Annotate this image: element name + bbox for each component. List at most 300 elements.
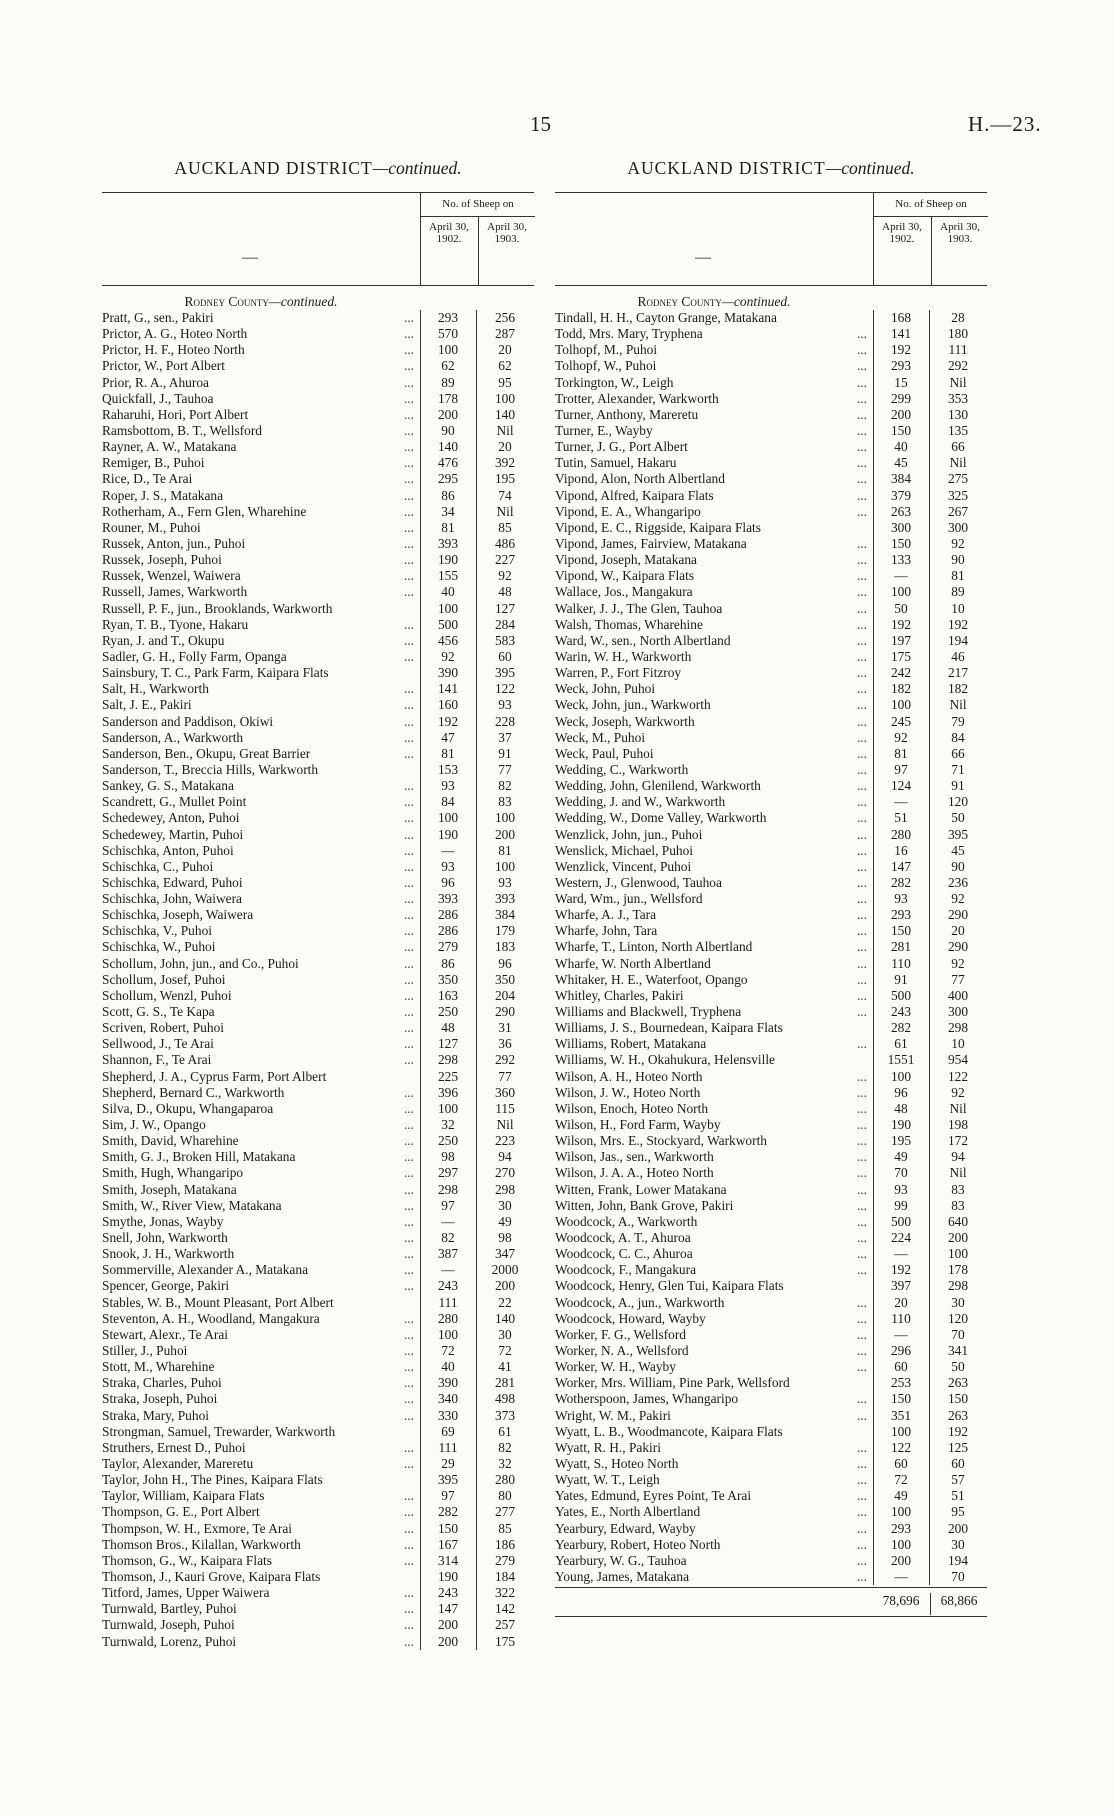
table-row — [102, 1020, 534, 1036]
table-row — [102, 1085, 534, 1101]
table-row — [555, 697, 987, 713]
sheep-1902: 86 — [441, 487, 455, 503]
table-row — [555, 988, 987, 1004]
table-row — [555, 1408, 987, 1424]
leader-dots: ... — [856, 761, 867, 777]
sheep-1902: 314 — [437, 1552, 459, 1568]
sheep-1903: 198 — [947, 1117, 969, 1133]
leader-dots: ... — [403, 648, 414, 664]
sheep-1903: 290 — [947, 907, 969, 923]
sheep-1903: 373 — [494, 1407, 516, 1423]
sheep-1902: 282 — [890, 874, 912, 890]
owner-name: Worker, W. H., Wayby ... — [555, 1359, 867, 1375]
table-row — [102, 1311, 534, 1327]
leader-dots: ... — [403, 1536, 414, 1552]
sheep-1902: 72 — [441, 1343, 455, 1358]
leader-dots: ... — [403, 1262, 414, 1278]
owner-name: Sellwood, J., Te Arai ... — [102, 1036, 414, 1052]
owner-name: Raharuhi, Hori, Port Albert ... — [102, 406, 414, 422]
owner-name: Wright, W. M., Pakiri ... — [555, 1407, 867, 1423]
sheep-1903: 94 — [498, 1149, 512, 1165]
sheep-1903: 92 — [951, 535, 965, 551]
owner-name: Yearbury, Edward, Wayby ... — [555, 1520, 867, 1536]
district-title: AUCKLAND DISTRICT—continued. — [627, 158, 915, 178]
sheep-1903: 98 — [498, 1230, 512, 1246]
owner-name: Witten, Frank, Lower Matakana ... — [555, 1181, 867, 1197]
owner-name: Wyatt, L. B., Woodmancote, Kaipara Flats — [555, 1423, 783, 1439]
sheep-1902: 60 — [894, 1359, 908, 1375]
owner-name: Wilson, Enoch, Hoteo North ... — [555, 1100, 867, 1116]
col-1902-header: April 30, 1902. — [882, 221, 922, 245]
table-row — [102, 423, 534, 439]
sheep-1903: 115 — [495, 1100, 515, 1116]
sheep-1902: 127 — [437, 1036, 459, 1052]
owner-name: Smith, G. J., Broken Hill, Matakana ... — [102, 1149, 414, 1165]
table-row — [102, 1230, 534, 1246]
sheep-1903: 290 — [494, 1004, 516, 1020]
table-row — [102, 617, 534, 633]
owner-name: Russek, Anton, jun., Puhoi ... — [102, 535, 414, 551]
sheep-1903: 77 — [498, 761, 512, 777]
sheep-1902: 141 — [890, 326, 912, 342]
leader-dots: ... — [856, 342, 867, 358]
leader-dots: ... — [856, 535, 867, 551]
sheep-1902: 197 — [890, 632, 912, 648]
owner-name: Ward, W., sen., North Albertland ... — [555, 632, 867, 648]
table-row — [555, 649, 987, 665]
sheep-1902: 224 — [890, 1230, 912, 1246]
leader-dots: ... — [856, 358, 867, 374]
sheep-1903: 263 — [947, 1407, 969, 1423]
header-dash: — — [695, 249, 711, 266]
owner-name: Schischka, W., Puhoi ... — [102, 939, 414, 955]
sheep-1903: 90 — [951, 552, 965, 568]
table-row — [555, 358, 987, 374]
table-row — [102, 1117, 534, 1133]
sheep-1902: 122 — [890, 1439, 912, 1455]
leader-dots: ... — [856, 568, 867, 584]
sheep-1903: 194 — [947, 1552, 969, 1568]
leader-dots: ... — [856, 1213, 867, 1229]
owner-name: Whitley, Charles, Pakiri ... — [555, 987, 867, 1003]
sheep-1903: 22 — [498, 1294, 512, 1310]
leader-dots: ... — [403, 697, 414, 713]
table-row — [102, 1424, 534, 1440]
leader-dots: ... — [403, 1310, 414, 1326]
sheep-1902: 500 — [890, 1213, 912, 1229]
sheep-1902: 100 — [890, 1423, 912, 1439]
leader-dots: ... — [856, 1246, 867, 1262]
sheep-1902: 34 — [441, 503, 455, 519]
sheep-1902: 100 — [890, 1068, 912, 1084]
owner-name: Wyatt, S., Hoteo North ... — [555, 1455, 867, 1471]
sheep-1902: 253 — [890, 1375, 912, 1391]
owner-name: Worker, Mrs. William, Pine Park, Wellsford — [555, 1375, 790, 1391]
sheep-1902: 397 — [890, 1278, 912, 1294]
table-row — [102, 1472, 534, 1488]
table-row — [102, 568, 534, 584]
sheep-1903: 180 — [947, 326, 969, 342]
sheep-1902: 47 — [441, 729, 455, 745]
table-row — [102, 1069, 534, 1085]
owner-name: Scandrett, G., Mullet Point ... — [102, 794, 414, 810]
sheep-1903: 140 — [494, 406, 516, 422]
table-row — [555, 907, 987, 923]
sheep-1903: 84 — [951, 729, 965, 745]
table-row — [102, 1537, 534, 1553]
leader-dots: ... — [856, 406, 867, 422]
table-row — [555, 859, 987, 875]
table-row — [555, 568, 987, 584]
leader-dots: ... — [403, 858, 414, 874]
sheep-1903: 127 — [494, 600, 516, 616]
header-dash: — — [242, 249, 258, 266]
sheep-1902: 153 — [437, 761, 459, 777]
table-row — [102, 891, 534, 907]
leader-dots: ... — [856, 1181, 867, 1197]
sheep-1902: 245 — [890, 713, 912, 729]
owner-name: Vipond, James, Fairview, Matakana ... — [555, 535, 867, 551]
owner-name: Yearbury, Robert, Hoteo North ... — [555, 1536, 867, 1552]
sheep-1902: 298 — [437, 1181, 459, 1197]
table-row — [555, 939, 987, 955]
sheep-1903: 92 — [951, 891, 965, 907]
owner-name: Tutin, Samuel, Hakaru ... — [555, 455, 867, 471]
owner-name: Rotherham, A., Fern Glen, Wharehine ... — [102, 503, 414, 519]
sheep-1902: 84 — [441, 794, 455, 810]
table-header — [102, 192, 534, 286]
owner-name: Wotherspoon, James, Whangaripo ... — [555, 1391, 867, 1407]
sheep-1903: 236 — [947, 874, 969, 890]
sheep-1902: 340 — [437, 1391, 459, 1407]
table-row — [555, 1004, 987, 1020]
sheep-1902: 81 — [894, 745, 908, 761]
table-row — [102, 1262, 534, 1278]
sheep-1903: 298 — [947, 1020, 969, 1036]
table-row — [102, 778, 534, 794]
table-row — [555, 326, 987, 342]
sheep-1903: 20 — [498, 439, 512, 455]
leader-dots: ... — [403, 681, 414, 697]
owner-name: Smith, David, Wharehine ... — [102, 1133, 414, 1149]
sheep-1902: 32 — [441, 1117, 455, 1133]
table-row — [555, 1133, 987, 1149]
table-row — [555, 423, 987, 439]
sheep-1902: 281 — [890, 939, 912, 955]
table-row — [102, 665, 534, 681]
owner-name: Wharfe, W. North Albertland ... — [555, 955, 867, 971]
sheep-1902: 92 — [894, 729, 908, 745]
sheep-1902: 293 — [890, 358, 912, 374]
leader-dots: ... — [856, 1343, 867, 1358]
leader-dots: ... — [856, 1520, 867, 1536]
sheep-1902: 178 — [437, 390, 459, 406]
sheep-1902: 195 — [890, 1133, 912, 1149]
table-row — [102, 504, 534, 520]
leader-dots: ... — [856, 826, 867, 842]
sheep-1902: 150 — [890, 422, 912, 438]
sheep-1903: Nil — [496, 503, 514, 519]
sheep-1903: 94 — [951, 1149, 965, 1165]
leader-dots: ... — [403, 1552, 414, 1568]
table-row — [102, 1052, 534, 1068]
leader-dots: ... — [403, 1181, 414, 1197]
sheep-1903: 37 — [498, 729, 512, 745]
owner-name: Schischka, Anton, Puhoi ... — [102, 842, 414, 858]
owner-name: Salt, J. E., Pakiri ... — [102, 697, 414, 713]
table-row — [555, 1391, 987, 1407]
owner-name: Sanderson and Paddison, Okiwi ... — [102, 713, 414, 729]
owner-name: Prior, R. A., Ahuroa ... — [102, 374, 414, 390]
owner-name: Vipond, E. C., Riggside, Kaipara Flats — [555, 519, 761, 535]
sheep-1903: 341 — [947, 1343, 969, 1358]
table-row — [102, 1359, 534, 1375]
sheep-1903: 150 — [947, 1391, 969, 1407]
table-row — [102, 988, 534, 1004]
owner-name: Walsh, Thomas, Wharehine ... — [555, 616, 867, 632]
sheep-1902: 99 — [894, 1197, 908, 1213]
sheep-1903: 36 — [498, 1036, 512, 1052]
sheep-1903: 95 — [951, 1504, 965, 1520]
table-row — [555, 520, 987, 536]
sheep-1902: — — [441, 1262, 455, 1278]
sheep-1902: 175 — [890, 648, 912, 664]
sheep-1903: 30 — [498, 1197, 512, 1213]
sheep-1902: 147 — [890, 858, 912, 874]
table-row — [555, 794, 987, 810]
sheep-1902: 110 — [891, 1310, 911, 1326]
sheep-1902: 242 — [890, 665, 912, 681]
table-row — [555, 1537, 987, 1553]
sheep-1903: 80 — [498, 1488, 512, 1504]
owner-name: Woodcock, A., jun., Warkworth ... — [555, 1294, 867, 1310]
sheep-1903: 267 — [947, 503, 969, 519]
leader-dots: ... — [856, 907, 867, 923]
owner-name: Straka, Joseph, Puhoi ... — [102, 1391, 414, 1407]
owner-name: Yearbury, W. G., Tauhoa ... — [555, 1552, 867, 1568]
leader-dots: ... — [403, 1020, 414, 1036]
table-row — [102, 907, 534, 923]
owner-name: Yates, Edmund, Eyres Point, Te Arai ... — [555, 1488, 867, 1504]
sheep-count-header — [873, 193, 988, 285]
leader-dots: ... — [856, 923, 867, 939]
sheep-1902: 100 — [890, 1504, 912, 1520]
owner-name: Wilson, H., Ford Farm, Wayby ... — [555, 1117, 867, 1133]
total-1902: 78,696 — [882, 1593, 920, 1609]
sheep-1902: 150 — [890, 1391, 912, 1407]
leader-dots: ... — [403, 874, 414, 890]
owner-name: Quickfall, J., Tauhoa ... — [102, 390, 414, 406]
sheep-1902: 29 — [441, 1455, 455, 1471]
owner-name: Schischka, Edward, Puhoi ... — [102, 874, 414, 890]
sheep-1903: 95 — [498, 374, 512, 390]
owner-name: Taylor, Alexander, Mareretu ... — [102, 1455, 414, 1471]
table-row — [102, 1408, 534, 1424]
owner-name: Steventon, A. H., Woodland, Mangakura ... — [102, 1310, 414, 1326]
sheep-1903: 30 — [951, 1536, 965, 1552]
sheep-1902: 40 — [441, 1359, 455, 1375]
sheep-1902: 69 — [441, 1423, 455, 1439]
sheep-1903: 60 — [951, 1455, 965, 1471]
sheep-1902: 100 — [890, 584, 912, 600]
sheep-1902: 45 — [894, 455, 908, 471]
sheep-1903: 83 — [498, 794, 512, 810]
leader-dots: ... — [403, 422, 414, 438]
owner-name: Ward, Wm., jun., Wellsford ... — [555, 891, 867, 907]
table-row — [555, 504, 987, 520]
sheep-1902: 293 — [890, 1520, 912, 1536]
district-title: AUCKLAND DISTRICT—continued. — [174, 158, 462, 178]
sheep-1902: 111 — [438, 1294, 458, 1310]
owner-name: Thomson, J., Kauri Grove, Kaipara Flats — [102, 1568, 321, 1584]
sheep-1902: 225 — [437, 1068, 459, 1084]
col-1903-header: April 30, 1903. — [931, 217, 988, 285]
table-row — [555, 342, 987, 358]
owner-name: Schollum, Josef, Puhoi ... — [102, 971, 414, 987]
leader-dots: ... — [856, 471, 867, 487]
leader-dots: ... — [856, 1439, 867, 1455]
table-row — [555, 536, 987, 552]
owner-name: Thomson, G., W., Kaipara Flats ... — [102, 1552, 414, 1568]
table-row — [102, 827, 534, 843]
sheep-1902: 286 — [437, 923, 459, 939]
leader-dots: ... — [403, 1455, 414, 1471]
leader-dots: ... — [856, 810, 867, 826]
leader-dots: ... — [403, 584, 414, 600]
owner-name: Warren, P., Fort Fitzroy ... — [555, 665, 867, 681]
sheep-1902: 16 — [894, 842, 908, 858]
leader-dots: ... — [403, 519, 414, 535]
sheep-1902: 49 — [894, 1149, 908, 1165]
owner-name: Schischka, V., Puhoi ... — [102, 923, 414, 939]
sheep-1902: 293 — [890, 907, 912, 923]
leader-dots: ... — [856, 1133, 867, 1149]
sheep-1903: 77 — [951, 971, 965, 987]
sheep-1903: 92 — [951, 955, 965, 971]
sheep-1902: 190 — [437, 826, 459, 842]
sheep-1902: 280 — [437, 1310, 459, 1326]
sheep-1903: 350 — [494, 971, 516, 987]
owner-name: Scriven, Robert, Puhoi ... — [102, 1020, 414, 1036]
leader-dots: ... — [856, 681, 867, 697]
leader-dots: ... — [403, 406, 414, 422]
table-row — [555, 1521, 987, 1537]
sheep-1903: 325 — [947, 487, 969, 503]
sheep-1903: 287 — [494, 326, 516, 342]
sheep-1902: 155 — [437, 568, 459, 584]
sheep-1903: 228 — [494, 713, 516, 729]
leader-dots: ... — [403, 455, 414, 471]
sheep-1902: 476 — [437, 455, 459, 471]
sheep-1903: 384 — [494, 907, 516, 923]
sheep-1902: 293 — [437, 310, 459, 325]
sheep-1902: 82 — [441, 1230, 455, 1246]
owner-name: Weck, M., Puhoi ... — [555, 729, 867, 745]
table-row — [102, 1585, 534, 1601]
owner-name: Russek, Wenzel, Waiwera ... — [102, 568, 414, 584]
sheep-1902: 167 — [437, 1536, 459, 1552]
owner-name: Young, James, Matakana ... — [555, 1568, 867, 1584]
table-row — [102, 375, 534, 391]
leader-dots: ... — [856, 1165, 867, 1181]
table-row — [555, 1343, 987, 1359]
county-heading: Rodney County—continued. — [184, 294, 338, 309]
leader-dots: ... — [403, 1343, 414, 1358]
sheep-1902: 570 — [437, 326, 459, 342]
sheep-1903: 66 — [951, 439, 965, 455]
sheep-1903: Nil — [496, 422, 514, 438]
owner-name: Rice, D., Te Arai ... — [102, 471, 414, 487]
sheep-1903: 277 — [494, 1504, 516, 1520]
table-row — [102, 1553, 534, 1569]
sheep-1902: — — [894, 1568, 908, 1584]
leader-dots: ... — [403, 1100, 414, 1116]
owner-name: Wedding, C., Warkworth ... — [555, 761, 867, 777]
sheep-1902: 100 — [437, 1326, 459, 1342]
owner-name: Struthers, Ernest D., Puhoi ... — [102, 1439, 414, 1455]
table-row — [102, 584, 534, 600]
table-row — [555, 1052, 987, 1068]
sheep-1903: 10 — [951, 600, 965, 616]
sheep-1903: 60 — [498, 648, 512, 664]
sheep-1902: 351 — [890, 1407, 912, 1423]
owner-name: Roper, J. S., Matakana ... — [102, 487, 414, 503]
sheep-1902: 200 — [890, 406, 912, 422]
sheep-1903: 90 — [951, 858, 965, 874]
table-row — [102, 520, 534, 536]
leader-dots: ... — [856, 439, 867, 455]
sheep-1903: 298 — [494, 1181, 516, 1197]
sheep-1903: 200 — [494, 826, 516, 842]
table-row — [555, 843, 987, 859]
table-row — [555, 681, 987, 697]
left-column — [102, 158, 534, 1650]
page-reference: H.—23. — [968, 112, 1042, 136]
owner-name: Straka, Charles, Puhoi ... — [102, 1375, 414, 1391]
table-row — [555, 810, 987, 826]
table-row — [102, 1504, 534, 1520]
sheep-1903: 192 — [947, 1423, 969, 1439]
sheep-1903: 178 — [947, 1262, 969, 1278]
leader-dots: ... — [856, 987, 867, 1003]
table-row — [555, 1117, 987, 1133]
table-row — [555, 730, 987, 746]
leader-dots: ... — [403, 1149, 414, 1165]
sheep-1902: 192 — [890, 342, 912, 358]
owner-name: Trotter, Alexander, Warkworth ... — [555, 390, 867, 406]
owner-name: Walker, J. J., The Glen, Tauhoa ... — [555, 600, 867, 616]
table-row — [555, 455, 987, 471]
leader-dots: ... — [856, 729, 867, 745]
table-row — [555, 1149, 987, 1165]
leader-dots: ... — [403, 842, 414, 858]
owner-name: Stables, W. B., Mount Pleasant, Port Albert — [102, 1294, 334, 1310]
table-row — [102, 358, 534, 374]
table-row — [555, 1246, 987, 1262]
owner-name: Weck, John, Puhoi ... — [555, 681, 867, 697]
leader-dots: ... — [856, 1117, 867, 1133]
owner-name: Smythe, Jonas, Wayby ... — [102, 1213, 414, 1229]
leader-dots: ... — [856, 745, 867, 761]
sheep-1903: 393 — [494, 891, 516, 907]
table-row — [102, 1617, 534, 1633]
owner-name: Stott, M., Wharehine ... — [102, 1359, 414, 1375]
owner-name: Smith, W., River View, Matakana ... — [102, 1197, 414, 1213]
sheep-1903: 300 — [947, 519, 969, 535]
table-row — [102, 1278, 534, 1294]
owner-name: Pratt, G., sen., Pakiri ... — [102, 310, 414, 325]
sheep-1903: 353 — [947, 390, 969, 406]
